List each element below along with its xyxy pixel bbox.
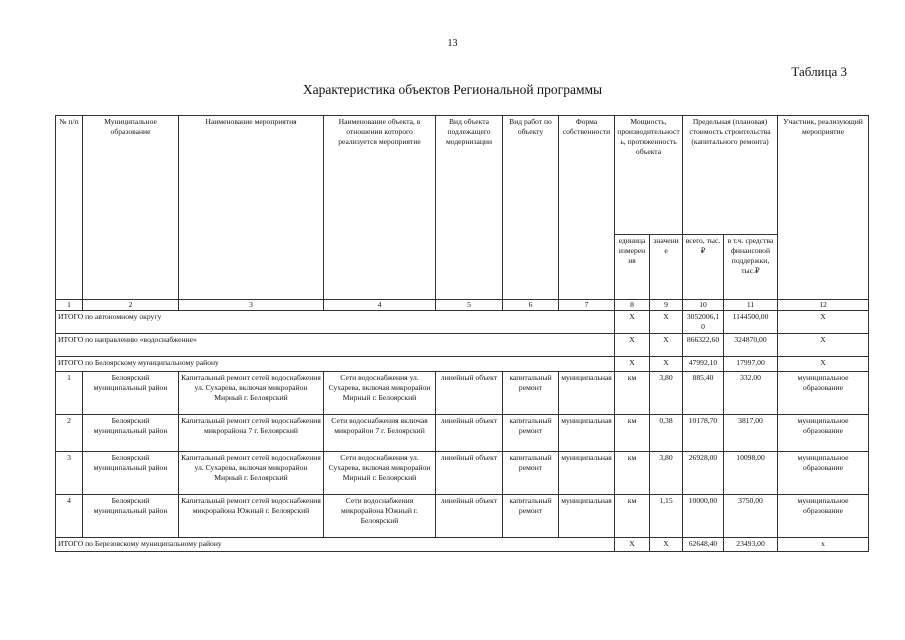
- total-value: Х: [650, 357, 683, 372]
- total-participant: Х: [778, 334, 869, 357]
- document-title: Характеристика объектов Региональной программы: [302, 82, 603, 97]
- total-row: [56, 334, 869, 357]
- header-object-type: Вид объекта подлежащего модернизации: [436, 116, 503, 300]
- row-num: 3: [56, 452, 83, 495]
- row-unit: км: [615, 372, 650, 415]
- row-ownership: муниципальная: [559, 415, 615, 452]
- row-municipality: Белоярский муниципальный район: [83, 372, 179, 415]
- row-object-name: Сети водоснабжения ул. Сухарева, включая микрорайон Мирный г. Белоярский: [324, 372, 436, 415]
- column-number: 12: [778, 300, 869, 311]
- header-municipality: Муниципальное образование: [83, 116, 179, 300]
- total-cost: 3052006,10: [683, 311, 724, 334]
- table-row: [56, 372, 869, 415]
- row-num: 2: [56, 415, 83, 452]
- row-total: 10178,70: [683, 415, 724, 452]
- row-ownership: муниципальная: [559, 372, 615, 415]
- row-value: 3,80: [650, 452, 683, 495]
- row-support: 332,00: [724, 372, 778, 415]
- row-support: 3750,00: [724, 495, 778, 538]
- total-row: [56, 538, 869, 552]
- row-work-type: капитальный ремонт: [503, 372, 559, 415]
- row-work-type: капитальный ремонт: [503, 495, 559, 538]
- row-measure: Капитальный ремонт сетей водоснабжения ул. Сухарева, включая микрорайон Мирный г. Белоярский: [179, 452, 324, 495]
- header-capacity-value: значение: [650, 235, 683, 300]
- column-number: 11: [724, 300, 778, 311]
- row-municipality: Белоярский муниципальный район: [83, 495, 179, 538]
- row-ownership: муниципальная: [559, 495, 615, 538]
- row-object-type: линейный объект: [436, 495, 503, 538]
- header-cost-total: всего, тыс.₽: [683, 235, 724, 300]
- header-object-name: Наименование объекта, в отношении которого реализуется мероприятие: [324, 116, 436, 300]
- column-number: 3: [179, 300, 324, 311]
- total-unit: Х: [615, 311, 650, 334]
- row-ownership: муниципальная: [559, 452, 615, 495]
- total-value: Х: [650, 334, 683, 357]
- column-number: 10: [683, 300, 724, 311]
- row-municipality: Белоярский муниципальный район: [83, 452, 179, 495]
- row-object-type: линейный объект: [436, 452, 503, 495]
- header-num: № п/п: [56, 116, 83, 300]
- table-row: [56, 495, 869, 538]
- header-cost-support: в т.ч. средства финансовой поддержки, тыс.₽: [724, 235, 778, 300]
- header-measure: Наименование мероприятия: [179, 116, 324, 300]
- header-capacity-unit: единица измерения: [615, 235, 650, 300]
- program-objects-table: [55, 115, 869, 552]
- page-number: 13: [447, 38, 458, 49]
- column-number: 2: [83, 300, 179, 311]
- total-unit: Х: [615, 538, 650, 552]
- total-participant: х: [778, 538, 869, 552]
- row-work-type: капитальный ремонт: [503, 415, 559, 452]
- header-ownership: Форма собственности: [559, 116, 615, 300]
- row-num: 1: [56, 372, 83, 415]
- total-unit: Х: [615, 357, 650, 372]
- row-support: 3817,00: [724, 415, 778, 452]
- row-participant: муниципальное образование: [778, 495, 869, 538]
- table-row: [56, 415, 869, 452]
- column-number: 9: [650, 300, 683, 311]
- column-number: 4: [324, 300, 436, 311]
- row-municipality: Белоярский муниципальный район: [83, 415, 179, 452]
- row-measure: Капитальный ремонт сетей водоснабжения микрорайона 7 г. Белоярский: [179, 415, 324, 452]
- total-support: 324870,00: [724, 334, 778, 357]
- row-unit: км: [615, 415, 650, 452]
- total-support: 17997,00: [724, 357, 778, 372]
- row-total: 10000,00: [683, 495, 724, 538]
- row-value: 0,38: [650, 415, 683, 452]
- total-value: Х: [650, 311, 683, 334]
- total-row: [56, 311, 869, 334]
- header-capacity: Мощность, производительность, протяженность объекта: [615, 116, 683, 235]
- column-number: 6: [503, 300, 559, 311]
- row-object-name: Сети водоснабжения включая микрорайон 7 г. Белоярский: [324, 415, 436, 452]
- total-support: 1144500,00: [724, 311, 778, 334]
- row-support: 10098,00: [724, 452, 778, 495]
- total-row: [56, 357, 869, 372]
- row-total: 885,40: [683, 372, 724, 415]
- table-label: Таблица 3: [791, 64, 847, 79]
- column-number: 7: [559, 300, 615, 311]
- header-cost: Предельная (плановая) стоимость строительства (капитального ремонта): [683, 116, 778, 235]
- row-value: 3,80: [650, 372, 683, 415]
- total-label: ИТОГО по Белоярскому муниципальному району: [56, 357, 615, 372]
- total-participant: Х: [778, 311, 869, 334]
- total-participant: Х: [778, 357, 869, 372]
- total-label: ИТОГО по направлению «водоснабжение»: [56, 334, 615, 357]
- total-cost: 866322,60: [683, 334, 724, 357]
- row-unit: км: [615, 495, 650, 538]
- header-work-type: Вид работ по объекту: [503, 116, 559, 300]
- total-unit: Х: [615, 334, 650, 357]
- row-object-type: линейный объект: [436, 372, 503, 415]
- row-object-name: Сети водоснабжения ул. Сухарева, включая микрорайон Мирный г. Белоярский: [324, 452, 436, 495]
- row-total: 26928,00: [683, 452, 724, 495]
- total-label: ИТОГО по автономному округу: [56, 311, 615, 334]
- total-cost: 47992,10: [683, 357, 724, 372]
- row-object-type: линейный объект: [436, 415, 503, 452]
- header-participant: Участник, реализующий мероприятие: [778, 116, 869, 300]
- total-support: 23493,00: [724, 538, 778, 552]
- row-participant: муниципальное образование: [778, 452, 869, 495]
- row-measure: Капитальный ремонт сетей водоснабжения микрорайона Южный г. Белоярский: [179, 495, 324, 538]
- column-number: 5: [436, 300, 503, 311]
- row-work-type: капитальный ремонт: [503, 452, 559, 495]
- row-unit: км: [615, 452, 650, 495]
- row-object-name: Сети водоснабжения микрорайона Южный г. Белоярский: [324, 495, 436, 538]
- row-participant: муниципальное образование: [778, 415, 869, 452]
- row-num: 4: [56, 495, 83, 538]
- column-number: 1: [56, 300, 83, 311]
- column-numbers-row: [56, 300, 869, 311]
- table-row: [56, 452, 869, 495]
- row-participant: муниципальное образование: [778, 372, 869, 415]
- column-number: 8: [615, 300, 650, 311]
- total-label: ИТОГО по Березовскому муниципальному району: [56, 538, 615, 552]
- row-measure: Капитальный ремонт сетей водоснабжения ул. Сухарева, включая микрорайон Мирный г. Белоярский: [179, 372, 324, 415]
- row-value: 1,15: [650, 495, 683, 538]
- header-row: [56, 116, 869, 235]
- total-cost: 62648,40: [683, 538, 724, 552]
- total-value: Х: [650, 538, 683, 552]
